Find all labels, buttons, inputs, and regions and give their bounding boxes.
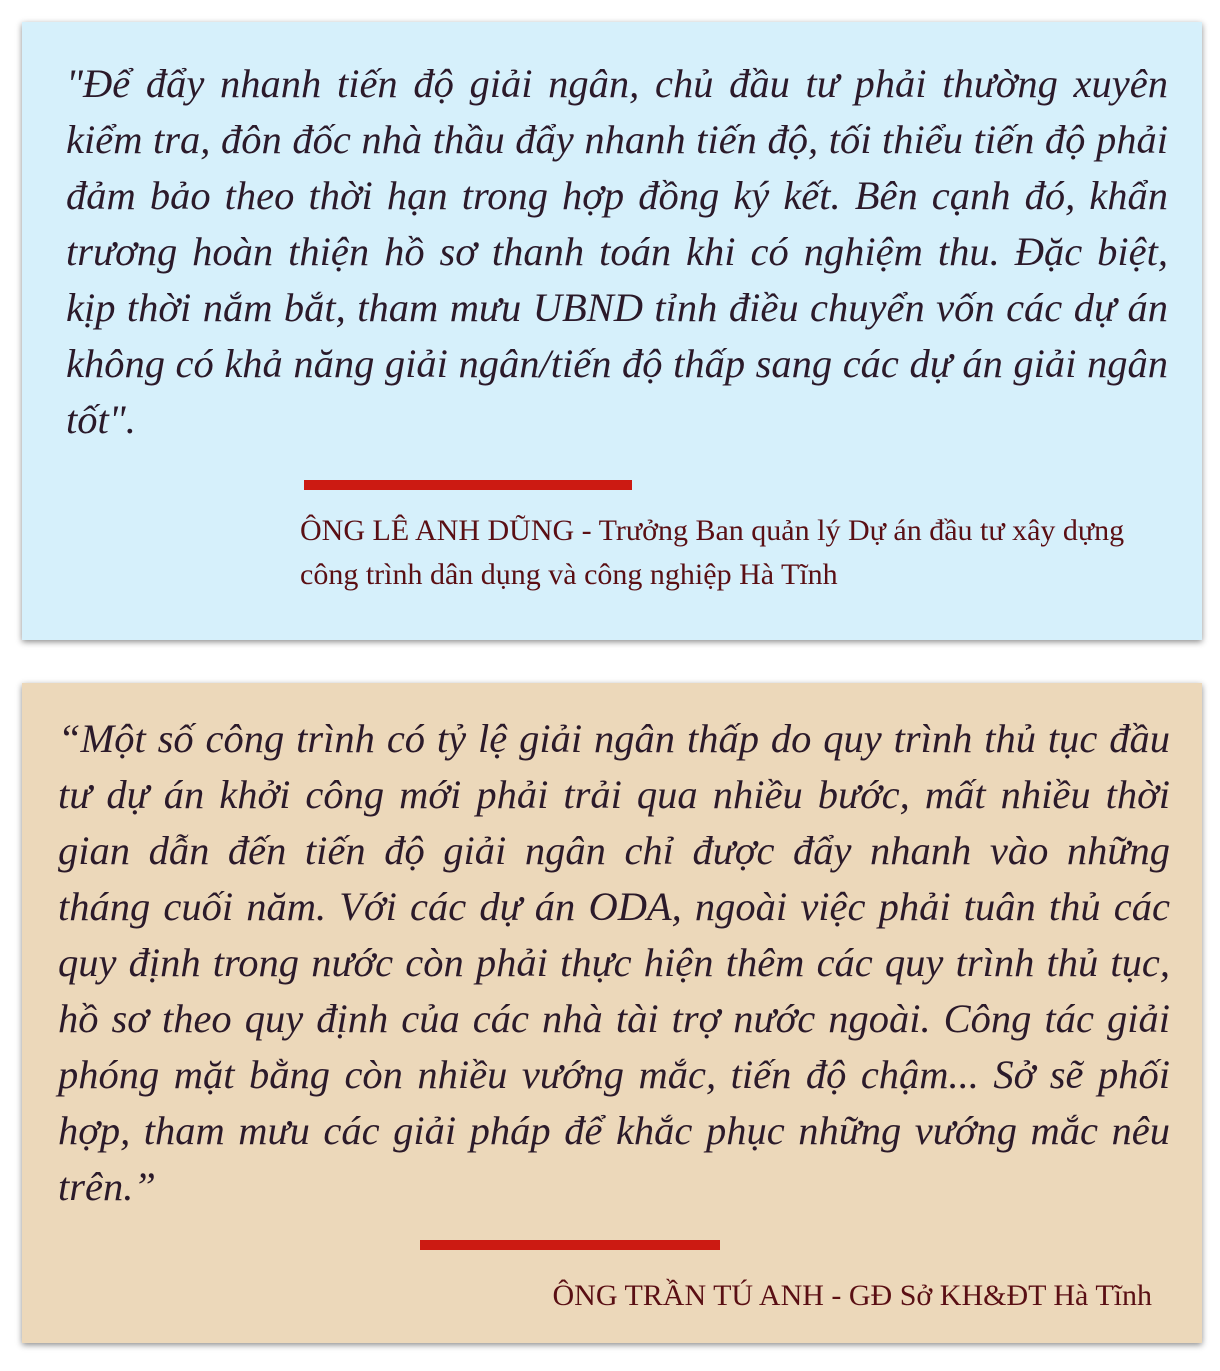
quote-text: "Để đẩy nhanh tiến độ giải ngân, chủ đầu tư phải thường xuyên kiểm tra, đôn đốc nhà thầu đẩy nhanh tiến độ, tối thiểu tiến độ phải đảm bảo theo thời hạn trong hợp đồng ký kết. Bên cạnh đó, khẩn trương hoàn thiện hồ sơ thanh toán khi có nghiệm thu. Đặc biệt, kịp thời nắm bắt, tham mưu UBND tỉnh điều chuyển vốn các dự án không có khả năng giải ngân/tiến độ thấp sang các dự án giải ngân tốt". (66, 61, 1168, 442)
red-divider (304, 480, 632, 490)
red-divider (420, 1240, 720, 1250)
quote-text: “Một số công trình có tỷ lệ giải ngân thấp do quy trình thủ tục đầu tư dự án khởi công mới phải trải qua nhiều bước, mất nhiều thời gian dẫn đến tiến độ giải ngân chỉ được đẩy nhanh vào những tháng cuối năm. Với các dự án ODA, ngoài việc phải tuân thủ các quy định trong nước còn phải thực hiện thêm các quy trình thủ tục, hồ sơ theo quy định của các nhà tài trợ nước ngoài. Công tác giải phóng mặt bằng còn nhiều vướng mắc, tiến độ chậm... Sở sẽ phối hợp, tham mưu các giải pháp để khắc phục những vướng mắc nêu trên.” (58, 716, 1170, 1209)
quote-card-1 (22, 22, 1202, 640)
quote-card-2 (22, 683, 1202, 1343)
quote-attribution: ÔNG TRẦN TÚ ANH - GĐ Sở KH&ĐT Hà Tĩnh (552, 1279, 1152, 1312)
quote-attribution: ÔNG LÊ ANH DŨNG - Trưởng Ban quản lý Dự án đầu tư xây dựng công trình dân dụng và công nghiệp Hà Tĩnh (300, 514, 1125, 591)
